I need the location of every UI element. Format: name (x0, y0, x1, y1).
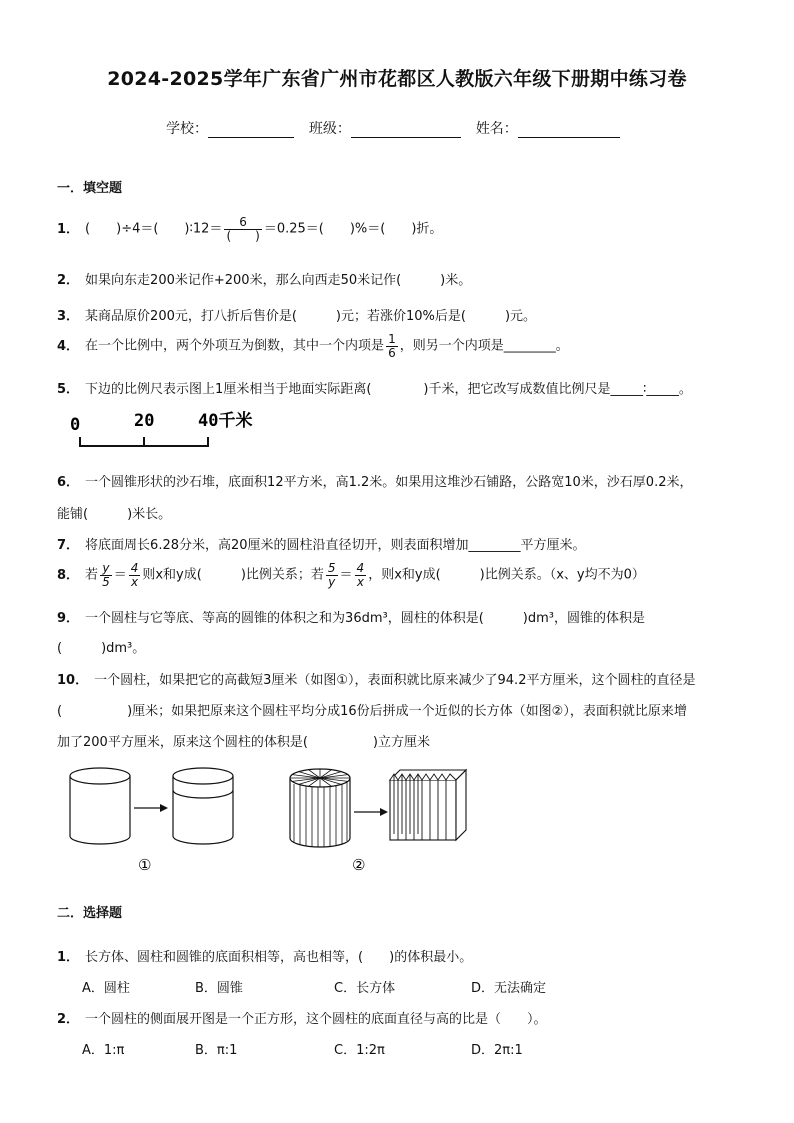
question-6-line-2: 能铺( )米长。 (57, 507, 172, 522)
question-1: 1． ( )÷4＝( )∶12＝ $\frac{6}{( )}$ ＝0.25＝( )%＝( )折。 (57, 215, 443, 243)
question-4: 4． 在一个比例中，两个外项互为倒数，其中一个内项是 $\frac{1}{6}$ ，则另一个内项是________。 (57, 332, 569, 360)
question-10-line-1: 10． 一个圆柱，如果把它的高截短3厘米（如图①），表面积就比原来减少了94.2平方厘米，这个圆柱的直径是 (57, 673, 696, 688)
choice-question-1: 1． 长方体、圆柱和圆锥的底面积相等，高也相等，( )的体积最小。 (57, 950, 473, 965)
figure-1-label: ① (138, 856, 152, 874)
question-6-line-1: 6． 一个圆锥形状的沙石堆，底面积12平方米，高1.2米。如果用这堆沙石铺路，公路宽10米，沙石厚0.2米， (57, 475, 693, 490)
scale-label-40: 40千米 (198, 411, 253, 431)
question-2: 2． 如果向东走200米记作+200米，那么向西走50米记作( )米。 (57, 273, 472, 288)
fraction: $\frac{y}{5}$ (102, 561, 110, 589)
choice-1-option-a[interactable]: A．圆柱 (82, 981, 130, 996)
choice-question-2: 2． 一个圆柱的侧面展开图是一个正方形，这个圆柱的底面直径与高的比是（ ）。 (57, 1012, 547, 1027)
fraction: $\frac{5}{y}$ (327, 561, 336, 589)
scale-bar (68, 406, 288, 454)
choice-2-option-c[interactable]: C．1:2π (334, 1043, 385, 1058)
page-title: 2024-2025学年广东省广州市花都区人教版六年级下册期中练习卷 (107, 68, 687, 90)
question-5: 5． 下边的比例尺表示图上1厘米相当于地面实际距离( )千米，把它改写成数值比例尺是_____∶_____。 (57, 382, 692, 397)
cylinder-full-illustration (70, 768, 130, 844)
section-choice-title: 二．选择题 (57, 906, 123, 921)
class-label: 班级： (308, 121, 351, 137)
choice-2-option-d[interactable]: D．2π:1 (471, 1043, 523, 1058)
scale-label-20: 20 (134, 411, 155, 431)
arrow-icon (354, 808, 388, 816)
question-7: 7． 将底面周长6.28分米，高20厘米的圆柱沿直径切开，则表面积增加________平方厘米。 (57, 538, 586, 553)
fraction: $\frac{4}{x}$ (130, 561, 139, 589)
question-3: 3． 某商品原价200元，打八折后售价是( )元；若涨价10%后是( )元。 (57, 309, 537, 324)
question-9-line-2: ( )dm³。 (57, 641, 146, 656)
choice-1-option-d[interactable]: D．无法确定 (471, 981, 547, 996)
fraction: $\frac{1}{6}$ (388, 332, 396, 360)
question-10-line-2: ( )厘米；如果把原来这个圆柱平均分成16份后拼成一个近似的长方体（如图②），表面积就比原来增 (57, 704, 687, 719)
cuboid-illustration (390, 770, 466, 840)
cylinder-cut-illustration (173, 768, 233, 844)
arrow-icon (134, 804, 168, 812)
student-info (166, 118, 620, 138)
cylinder-sliced-illustration (290, 769, 350, 847)
name-label: 姓名： (475, 121, 518, 137)
fraction: $\frac{4}{x}$ (356, 561, 365, 589)
question-10-line-3: 加了200平方厘米，原来这个圆柱的体积是( )立方厘米 (57, 735, 430, 750)
choice-2-option-b[interactable]: B．π:1 (195, 1043, 238, 1058)
question-8: 8． 若 $\frac{y}{5}$ ＝ $\frac{4}{x}$ 则x和y成( )比例关系；若 $\frac{5}{y}$ ＝ $\frac{4}{x}$ ，则x和y成( )比例关系。（x、y均不为0） (57, 561, 645, 589)
class-blank[interactable] (351, 121, 461, 138)
choice-1-option-b[interactable]: B．圆锥 (195, 981, 243, 996)
choice-2-option-a[interactable]: A．1:π (82, 1043, 125, 1058)
school-label: 学校： (166, 121, 208, 137)
question-9-line-1: 9． 一个圆柱与它等底、等高的圆锥的体积之和为36dm³，圆柱的体积是( )dm³，圆锥的体积是 (57, 611, 645, 626)
figure-2-label: ② (352, 856, 366, 874)
choice-1-option-c[interactable]: C．长方体 (334, 981, 396, 996)
scale-label-0: 0 (70, 415, 81, 435)
name-blank[interactable] (518, 121, 620, 138)
cylinder-figures (60, 762, 480, 880)
fraction: $\frac{6}{( )}$ (226, 215, 260, 243)
section-fill-in-title: 一．填空题 (57, 181, 123, 196)
school-blank[interactable] (208, 121, 294, 138)
